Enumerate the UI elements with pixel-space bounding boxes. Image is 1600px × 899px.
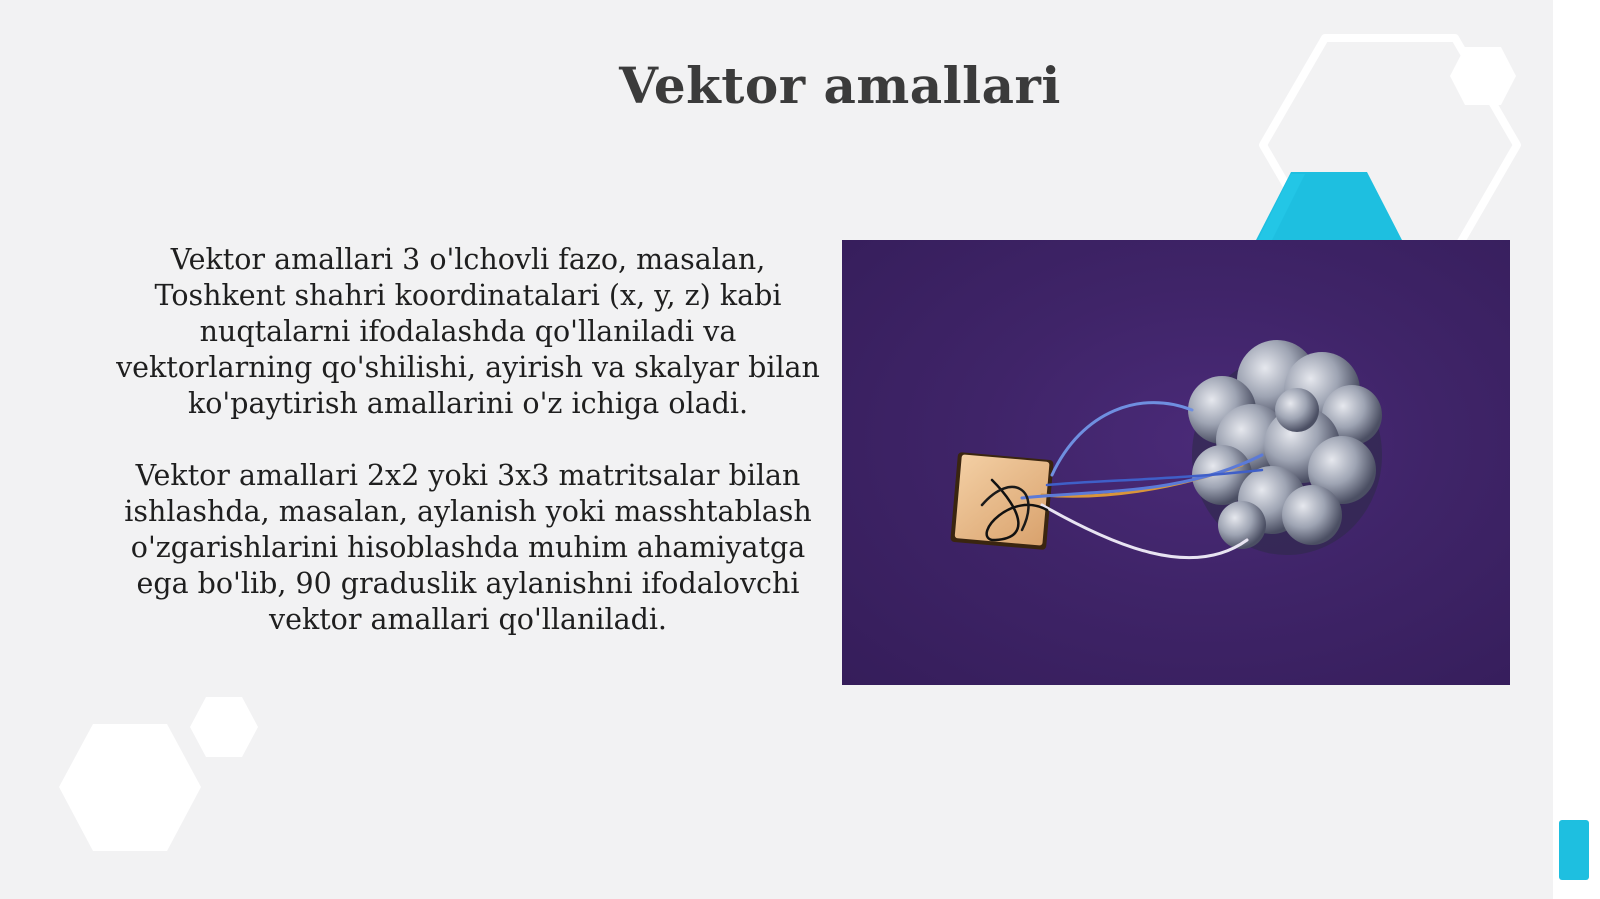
sphere-cluster — [1188, 340, 1382, 555]
slide-title: Vektor amallari — [619, 56, 1061, 115]
cyan-hexagon-decoration — [1255, 172, 1403, 242]
cyan-corner-tab-decoration — [1559, 820, 1589, 880]
chip — [950, 452, 1053, 550]
chip-and-sphere-cluster-illustration — [842, 240, 1510, 685]
right-margin-strip — [1553, 0, 1600, 899]
slide-body-text — [108, 242, 828, 674]
small-hexagon-bottom-left-decoration — [188, 695, 260, 759]
small-hexagon-decoration — [1448, 45, 1518, 107]
vector-illustration-image — [842, 240, 1510, 685]
large-hexagon-bottom-left-decoration — [55, 720, 205, 855]
paragraph-vector-matrices: Vektor amallari 2x2 yoki 3x3 matritsalar bilan ishlashda, masalan, aylanish yoki masshtablash o'zgarishlarini hisoblashda muhim ahamiyatga ega bo'lib, 90 graduslik aylanishni ifodalovchi vektor amallari qo'llaniladi. — [124, 459, 812, 636]
paragraph-vector-3d: Vektor amallari 3 o'lchovli fazo, masalan, Toshkent shahri koordinatalari (x, y, z) kabi nuqtalarni ifodalashda qo'llaniladi va vektorlarning qo'shilishi, ayirish va skalyar bilan ko'paytirish amallarini o'z ichiga oladi. — [116, 243, 820, 420]
